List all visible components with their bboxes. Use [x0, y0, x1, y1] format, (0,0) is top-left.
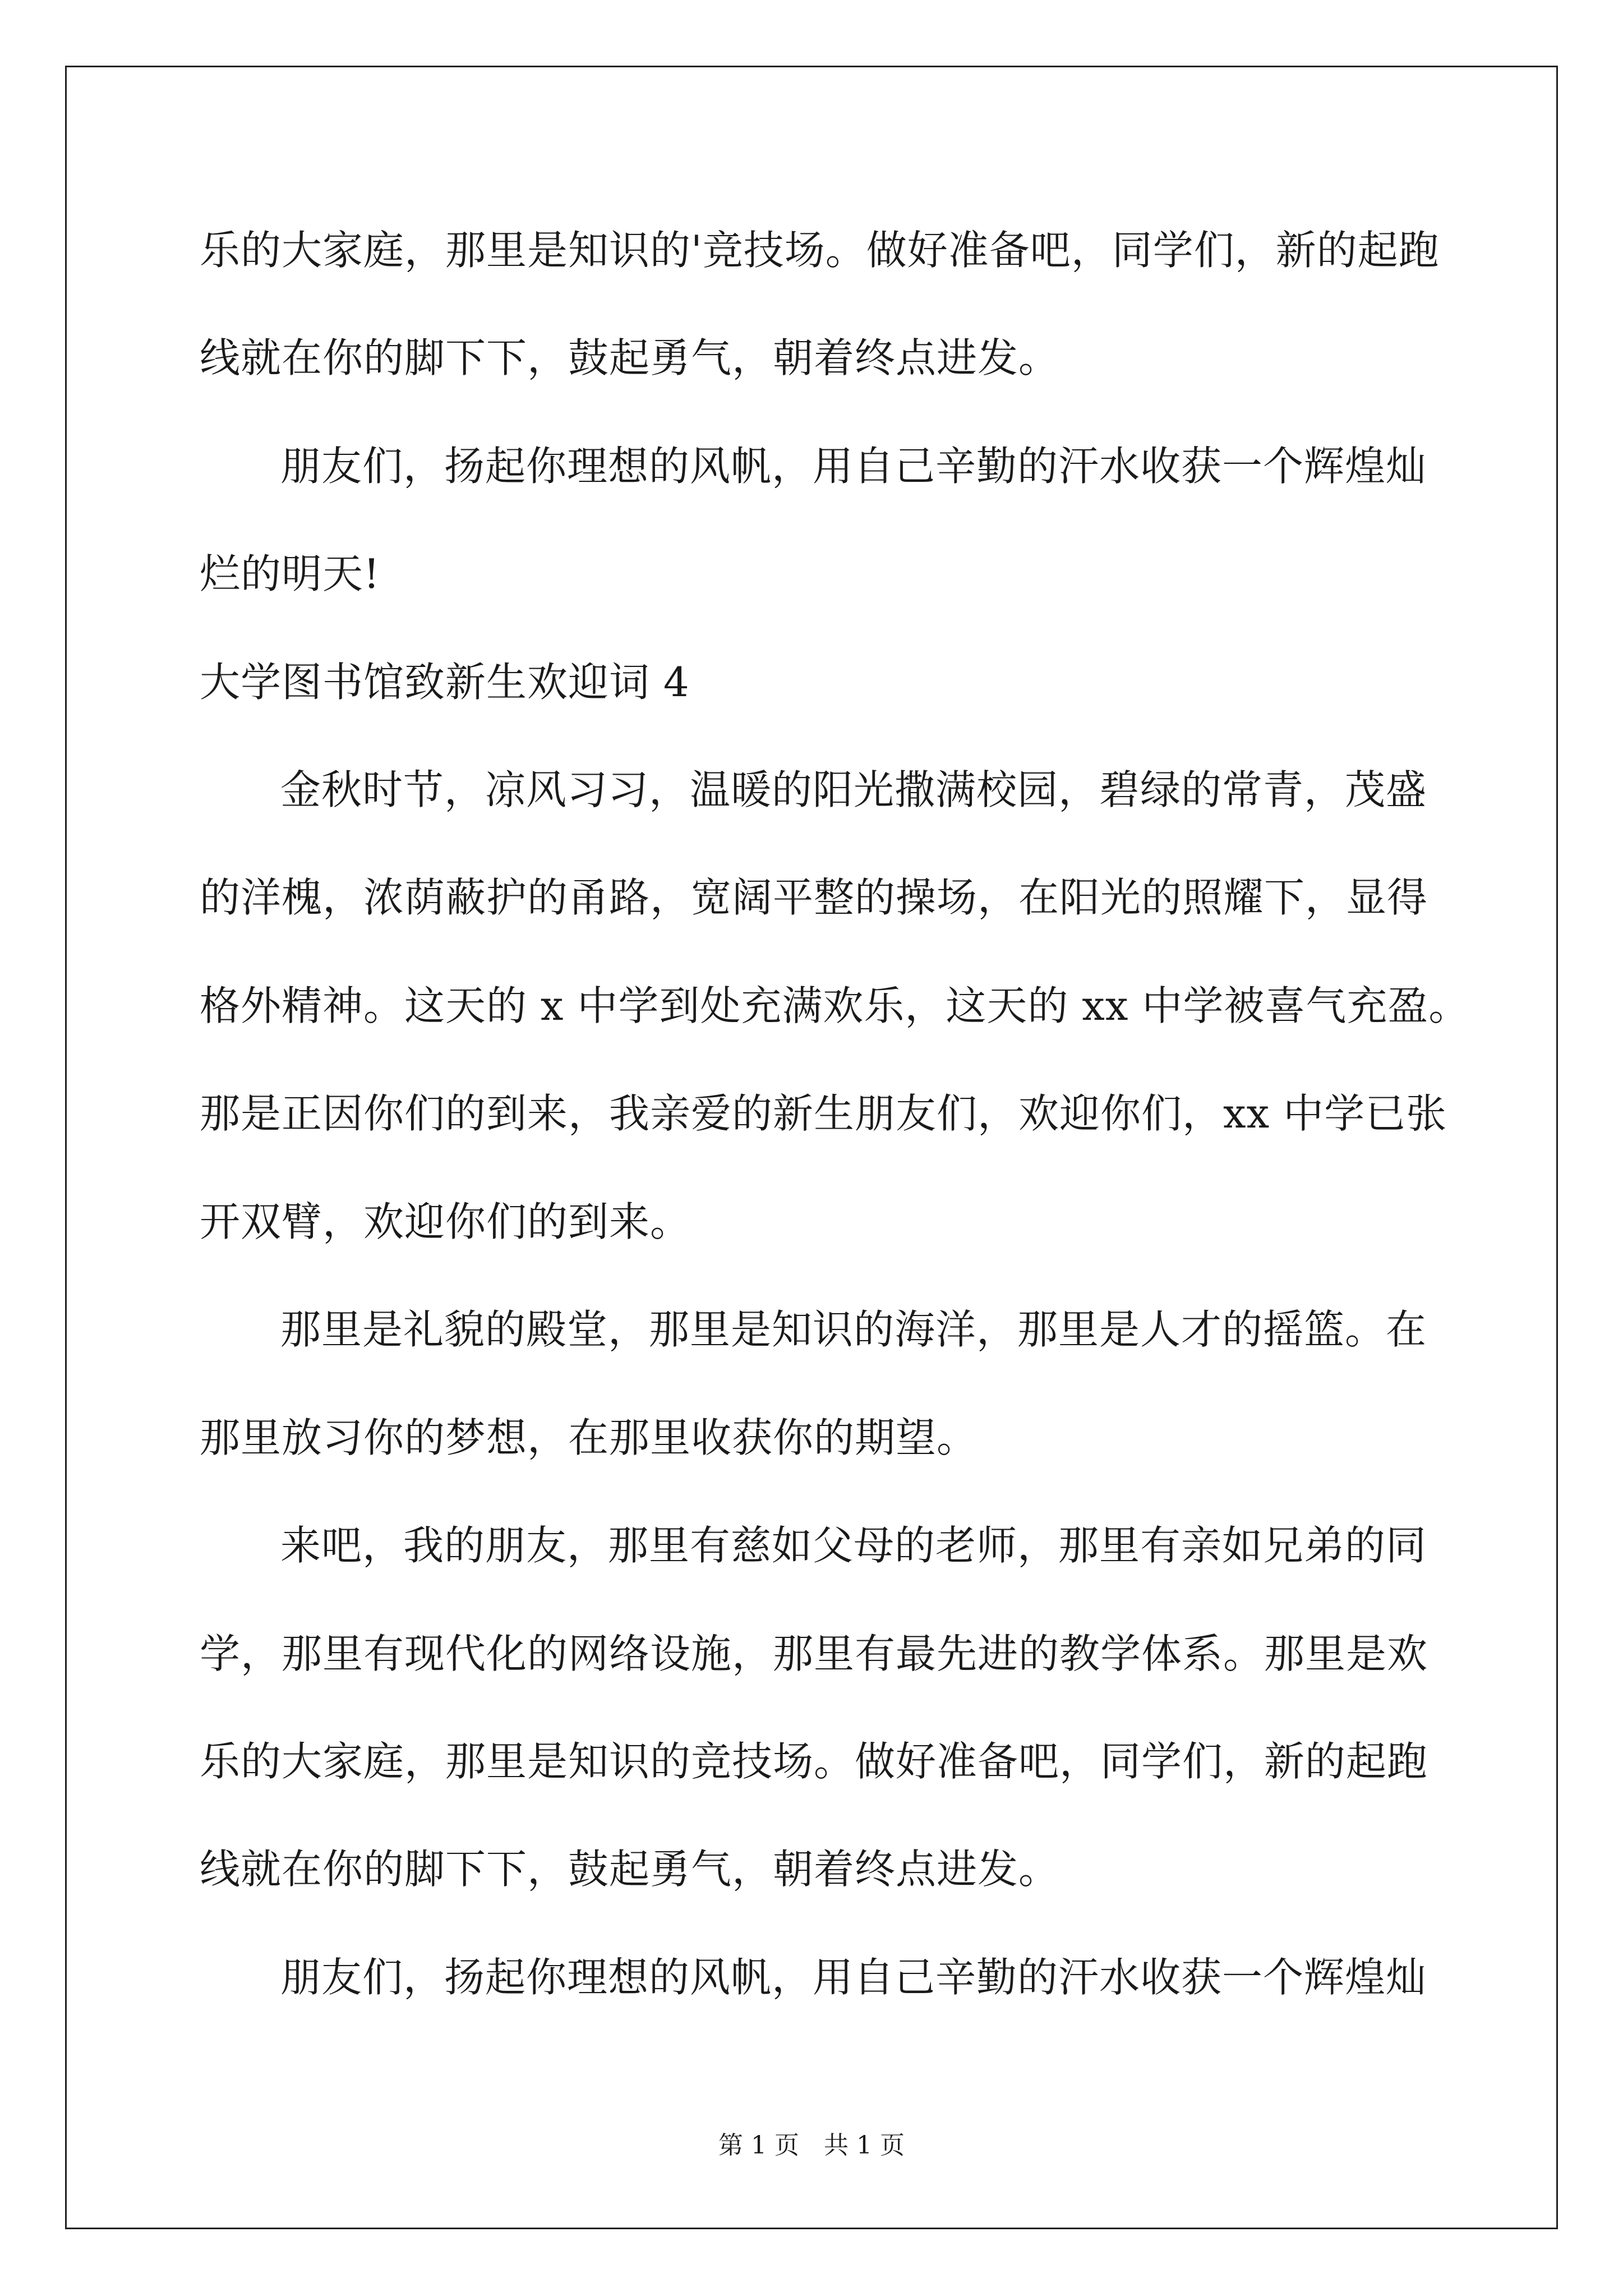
paragraph-start-line: 金秋时节，凉风习习，温暖的阳光撒满校园，碧绿的常青，茂盛	[280, 766, 1427, 813]
text-line: 的洋槐，浓荫蔽护的甬路，宽阔平整的操场，在阳光的照耀下，显得	[200, 874, 1428, 921]
page-number: 第 1 页 共 1 页	[718, 2131, 905, 2160]
text-line: 格外精神。这天的 x 中学到处充满欢乐，这天的 xx 中学被喜气充盈。	[200, 982, 1470, 1029]
text-line: 烂的明天!	[200, 550, 380, 597]
paragraph-start-line: 来吧，我的朋友，那里有慈如父母的老师，那里有亲如兄弟的同	[280, 1522, 1427, 1569]
text-line: 乐的大家庭，那里是知识的竞技场。做好准备吧，同学们，新的起跑	[200, 1738, 1428, 1785]
text-line: 那是正因你们的到来，我亲爱的新生朋友们，欢迎你们，xx 中学已张	[200, 1090, 1447, 1137]
text-line: 开双臂，欢迎你们的到来。	[200, 1198, 691, 1245]
paragraph-start-line: 那里是礼貌的殿堂，那里是知识的海洋，那里是人才的摇篮。在	[280, 1306, 1427, 1353]
section-heading: 大学图书馆致新生欢迎词 4	[200, 659, 690, 706]
text-line: 乐的大家庭，那里是知识的'竞技场。做好准备吧，同学们，新的起跑	[200, 227, 1440, 274]
text-line: 学，那里有现代化的网络设施，那里有最先进的教学体系。那里是欢	[200, 1630, 1428, 1677]
text-line: 线就在你的脚下下，鼓起勇气，朝着终点进发。	[200, 1846, 1060, 1893]
paragraph-start-line: 朋友们，扬起你理想的风帆，用自己辛勤的汗水收获一个辉煌灿	[280, 1954, 1427, 2001]
text-line: 那里放习你的梦想，在那里收获你的期望。	[200, 1414, 978, 1461]
text-line: 线就在你的脚下下，鼓起勇气，朝着终点进发。	[200, 334, 1060, 381]
paragraph-start-line: 朋友们，扬起你理想的风帆，用自己辛勤的汗水收获一个辉煌灿	[280, 443, 1427, 490]
page-border	[65, 66, 1558, 2229]
